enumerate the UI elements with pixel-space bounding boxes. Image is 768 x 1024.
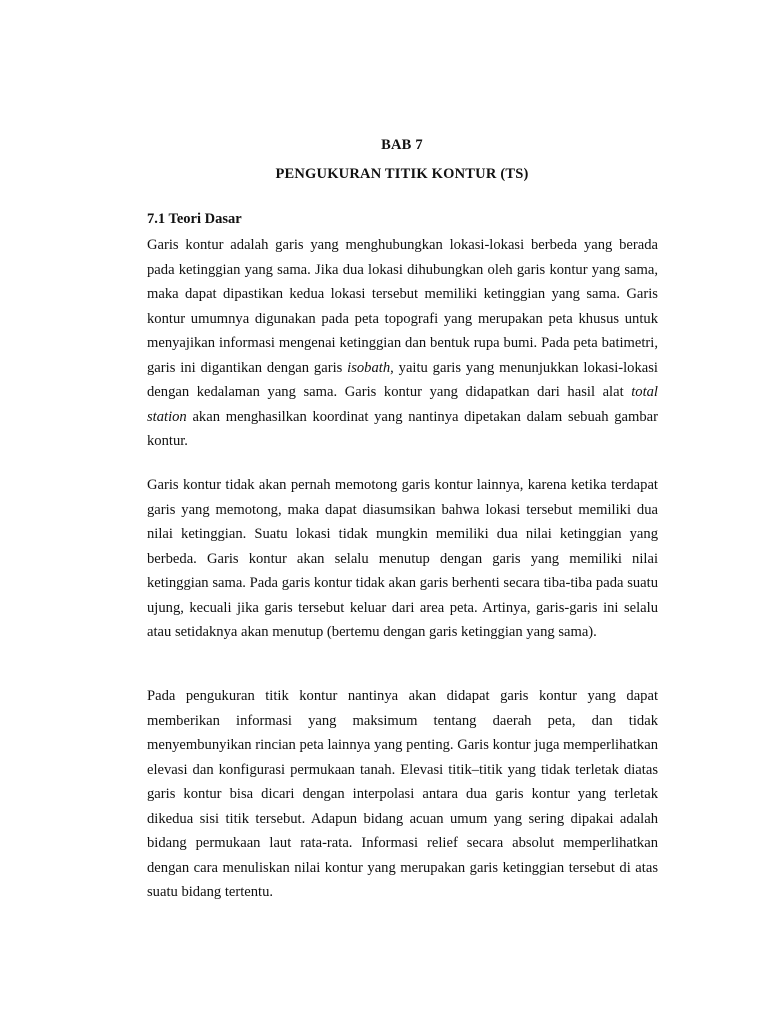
paragraph-3: Pada pengukuran titik kontur nantinya akan didapat garis kontur yang dapat memberikan informasi yang maksimum tentang daerah peta, dan tidak menyembunyikan rincian peta lainnya yang penting. Garis kontur juga memperlihatkan elevasi dan konfigurasi permukaan tanah. Elevasi titik–titik yang tidak terletak diatas garis kontur bisa dicari dengan interpolasi antara dua garis kontur yang terletak dikedua sisi titik tersebut. Adapun bidang acuan umum yang sering dipakai adalah bidang permukaan laut rata-rata. Informasi relief secara absolut memperlihatkan dengan cara menuliskan nilai kontur yang merupakan garis ketinggian tersebut di atas suatu bidang tertentu. <box>147 688 658 900</box>
section-heading: 7.1 Teori Dasar <box>147 211 242 227</box>
chapter-number: BAB 7 <box>381 137 423 153</box>
paragraph-1-text-b: , yaitu garis yang menunjukkan lokasi-lokasi dengan kedalaman yang sama. Garis kontur yang didapatkan dari hasil alat <box>147 359 658 400</box>
paragraph-1 <box>147 233 658 454</box>
chapter-title: PENGUKURAN TITIK KONTUR (TS) <box>275 166 529 182</box>
paragraph-1-text-c: akan menghasilkan koordinat yang nantinya dipetakan dalam sebuah gambar kontur. <box>147 408 658 449</box>
paragraph-2: Garis kontur tidak akan pernah memotong garis kontur lainnya, karena ketika terdapat garis yang memotong, maka dapat diasumsikan bahwa lokasi tersebut memiliki dua nilai ketinggian. Suatu lokasi tidak mungkin memiliki dua nilai ketinggian yang berbeda. Garis kontur akan selalu menutup dengan garis yang memiliki nilai ketinggian sama. Pada garis kontur tidak akan garis berhenti secara tiba-tiba pada suatu ujung, kecuali jika garis tersebut keluar dari area peta. Artinya, garis-garis ini selalu atau setidaknya akan menutup (bertemu dengan garis ketinggian yang sama). <box>147 477 658 640</box>
paragraph-1-italic-instrument: total station <box>147 384 658 425</box>
paragraph-1-italic-term: isobath <box>347 359 391 376</box>
paragraph-1-text-a: Garis kontur adalah garis yang menghubungkan lokasi-lokasi berbeda yang berada pada ketinggian yang sama. Jika dua lokasi dihubungkan oleh garis kontur yang sama, maka dapat dipastikan kedua lokasi tersebut memiliki ketinggian yang sama. Garis kontur umumnya digunakan pada peta topografi yang merupakan peta khusus untuk menyajikan informasi mengenai ketinggian dan bentuk rupa bumi. Pada peta batimetri, garis ini digantikan dengan garis <box>147 237 658 376</box>
